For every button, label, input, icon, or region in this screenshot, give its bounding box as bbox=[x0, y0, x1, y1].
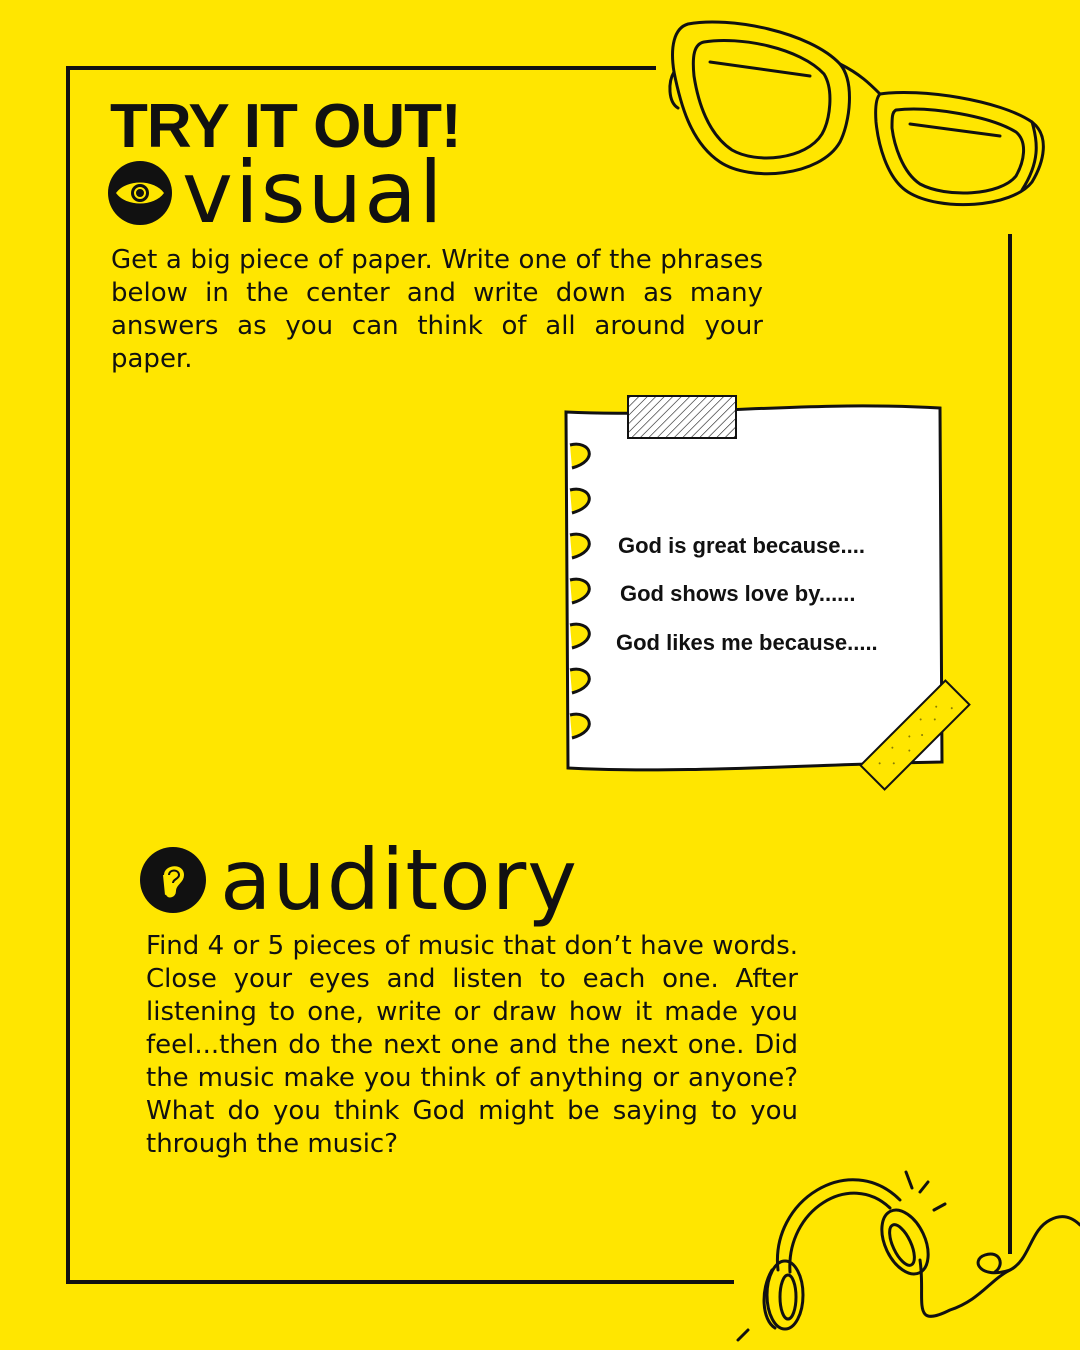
tape-icon bbox=[850, 670, 980, 800]
ear-icon bbox=[140, 847, 206, 913]
prompt-1: God is great because.... bbox=[618, 533, 865, 558]
frame-left-line bbox=[66, 66, 70, 1284]
tape-icon bbox=[626, 392, 738, 442]
prompt-3: God likes me because..... bbox=[616, 630, 878, 655]
visual-instructions: Get a big piece of paper. Write one of the phrases below in the center and write down as many answers as you can think of all around your paper. bbox=[111, 245, 763, 374]
notepaper-illustration bbox=[560, 390, 980, 800]
prompt-2: God shows love by...... bbox=[620, 581, 856, 606]
visual-section-title bbox=[108, 143, 445, 243]
headphones-illustration bbox=[730, 1160, 1080, 1350]
auditory-section-title bbox=[140, 831, 578, 929]
auditory-instructions: Find 4 or 5 pieces of music that don’t have words. Close your eyes and listen to each one. After listening to one, write or draw how it made you feel...then do the next one and the next one. Did the music make you think of anything or anyone? What do you think God might be saying to you through the music? bbox=[146, 931, 798, 1159]
frame-top-line bbox=[66, 66, 656, 70]
frame-bottom-line bbox=[66, 1280, 734, 1284]
glasses-illustration bbox=[660, 12, 1060, 222]
page-heading: TRY IT OUT! bbox=[110, 92, 461, 161]
eye-icon bbox=[108, 161, 172, 225]
visual-title-label: visual bbox=[182, 143, 445, 243]
auditory-title-label: auditory bbox=[220, 831, 578, 929]
frame-right-line bbox=[1008, 234, 1012, 1254]
